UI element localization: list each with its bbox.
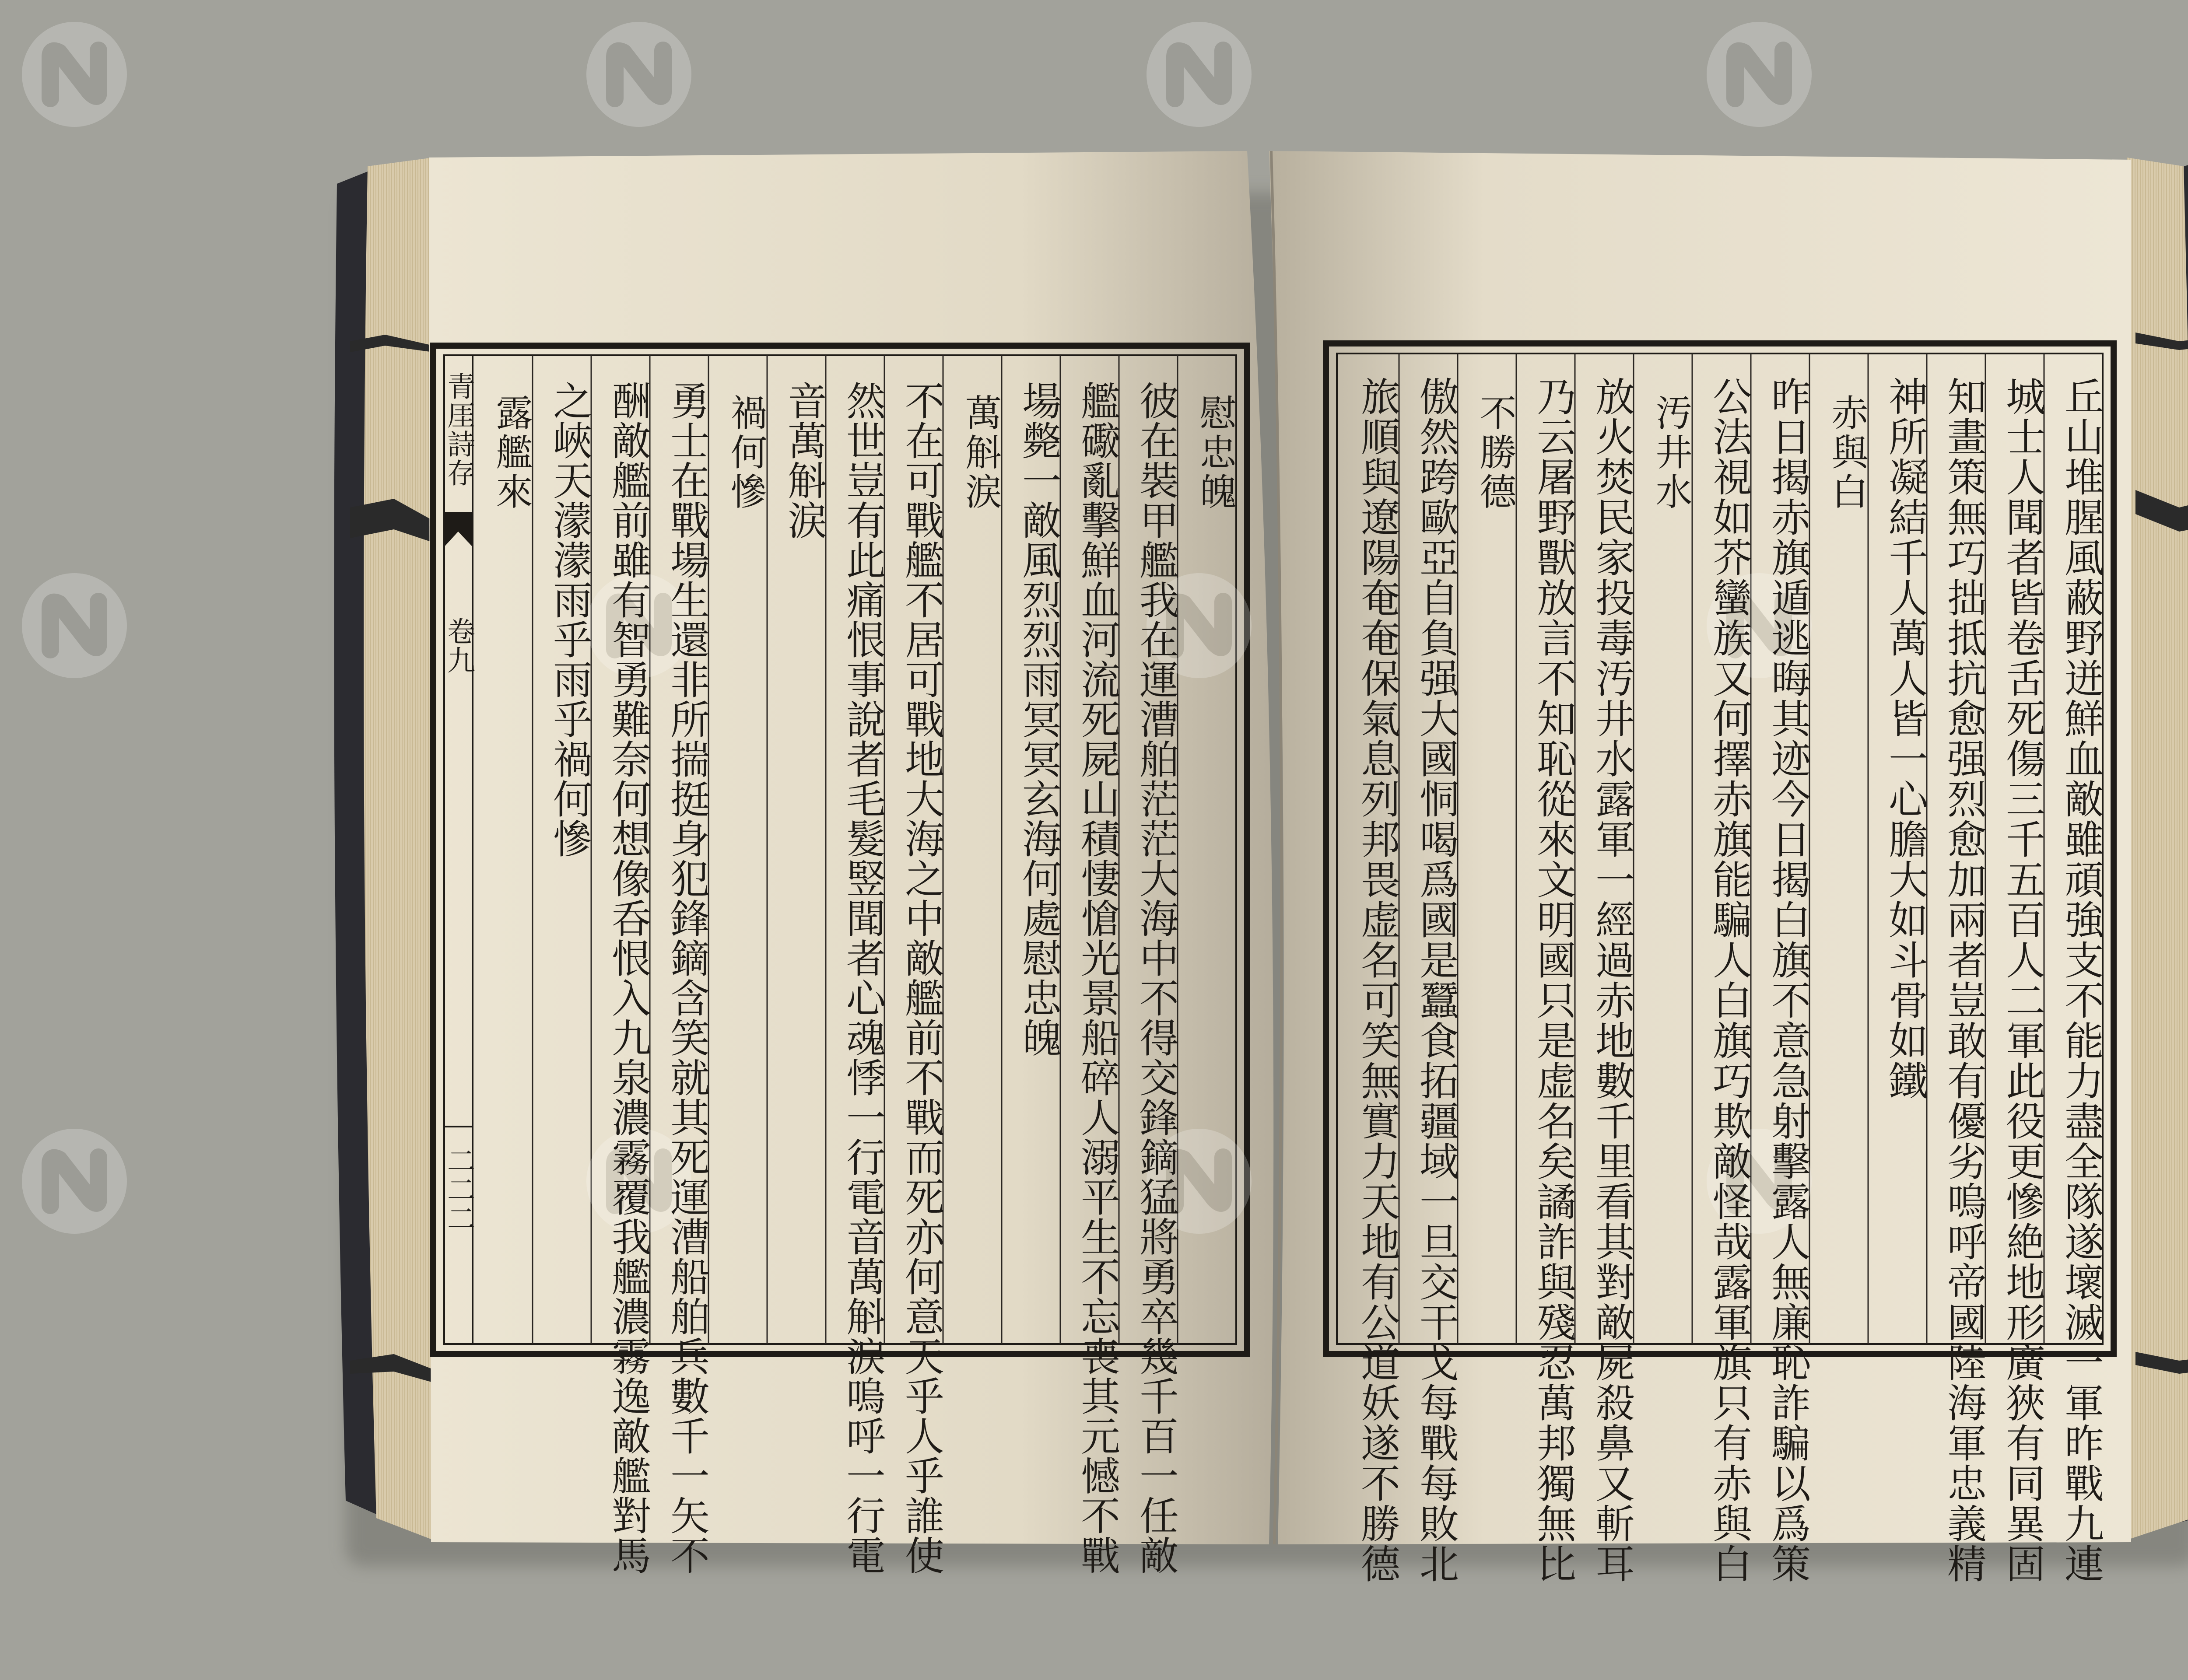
verse-column: 彼在裝甲艦我在運漕舶茫茫大海中不得交鋒鏑猛將勇卒幾千百一任敵 <box>1133 381 1178 1575</box>
verse-column: 場斃一敵風烈烈雨冥冥玄海何處慰忠魄 <box>1015 381 1061 1057</box>
verse-column: 旅順與遼陽奄奄保氣息列邦畏虚名可笑無實力天地有公道妖遂不勝德 <box>1354 376 1400 1584</box>
poem-title: 赤與白 <box>1826 394 1869 512</box>
verse-column: 勇士在戰場生還非所揣挺身犯鋒鏑含笑就其死運漕船舶兵數千一矢不 <box>663 381 709 1575</box>
watermark-logo <box>1147 22 1252 127</box>
verse-column: 傲然跨歐亞自負强大國恫喝爲國是蠶食拓疆域一旦交干戈每戰每敗北 <box>1413 376 1459 1584</box>
verse-column: 艦礮亂擊鮮血河流死屍山積悽愴光景船碎人溺平生不忘喪其元憾不戰 <box>1074 381 1120 1575</box>
volume-label: 卷九 <box>442 617 475 675</box>
watermark-logo <box>1707 22 1812 127</box>
poem-title: 汚井水 <box>1650 394 1693 512</box>
verse-column: 公法視如芥蠻族又何擇赤旗能騙人白旗巧欺敵怪哉露軍旗只有赤與白 <box>1706 376 1752 1584</box>
poem-title: 慰忠魄 <box>1194 394 1237 512</box>
page-stack-left <box>364 158 433 1540</box>
verse-column: 城士人聞者皆卷舌死傷三千五百人二軍此役更慘絶地形廣狹有同異固 <box>1999 376 2045 1584</box>
verse-column: 音萬斛涙 <box>781 381 827 540</box>
verse-column: 放火焚民家投毒汚井水露軍一經過赤地數千里看其對敵屍殺鼻又斬耳 <box>1588 376 1634 1584</box>
watermark-logo <box>22 573 127 678</box>
verse-column: 知畫策無巧拙抵抗愈强烈愈加兩者豈敢有優劣嗚呼帝國陸海軍忠義精 <box>1940 376 1986 1584</box>
page-stack-right <box>2127 158 2188 1540</box>
page-number: 二二二 <box>442 1146 475 1233</box>
watermark-logo <box>22 1129 127 1234</box>
verse-column: 酬敵艦前雖有智勇難奈何想像呑恨入九泉濃霧覆我艦濃霧逸敵艦對馬 <box>605 381 651 1575</box>
verse-column: 丘山堆腥風蔽野迸鮮血敵雖頑強支不能力盡全隊遂壞滅一軍昨戰九連 <box>2058 376 2104 1584</box>
verse-column: 不在可戰艦不居可戰地大海之中敵艦前不戰而死亦何意天乎人乎誰使 <box>898 381 944 1575</box>
poem-title: 萬斛涙 <box>959 394 1002 512</box>
watermark-logo <box>22 22 127 127</box>
poem-title: 露艦來 <box>490 394 533 512</box>
verse-column: 之峽天濛濛雨乎雨乎禍何慘 <box>546 381 592 858</box>
book-title-running-head: 青厓詩存 <box>442 372 475 487</box>
verse-column: 神所凝結千人萬人皆一心膽大如斗骨如鐵 <box>1882 376 1928 1101</box>
poem-title: 不勝德 <box>1474 394 1517 512</box>
watermark-logo <box>586 22 691 127</box>
verse-column: 乃云屠野獸放言不知恥從來文明國只是虚名矣譎詐與殘忍萬邦獨無比 <box>1530 376 1576 1584</box>
verse-column: 然世豈有此痛恨事說者毛髮竪聞者心魂悸一行電音萬斛涙嗚呼一行電 <box>839 381 885 1575</box>
verse-column: 昨日揭赤旗遁逃晦其迹今日揭白旗不意急射擊露人無廉恥詐騙以爲策 <box>1764 376 1810 1584</box>
poem-title: 禍何慘 <box>725 394 768 512</box>
